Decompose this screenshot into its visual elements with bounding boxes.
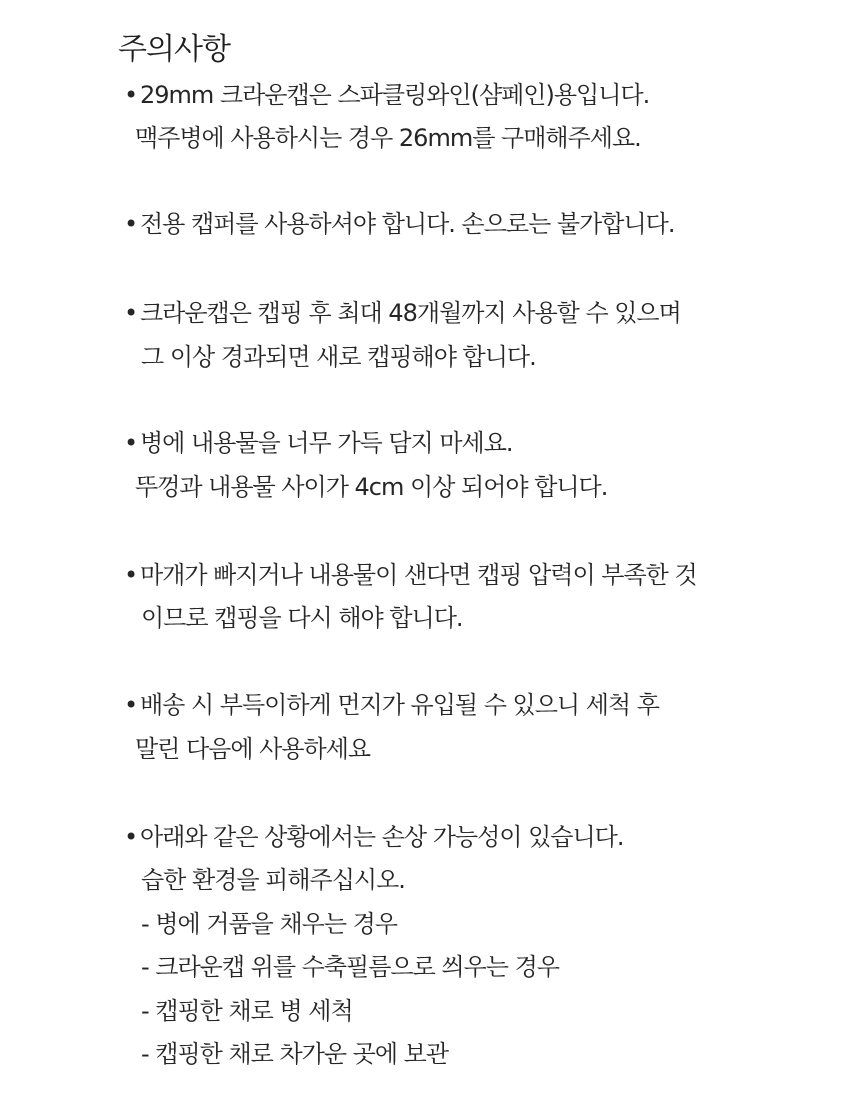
note-line	[124, 297, 681, 329]
sub-item: - 크라운캡 위를 수축필름으로 씌우는 경우	[141, 953, 559, 981]
note-line	[124, 427, 513, 459]
page-title: 주의사항	[118, 32, 230, 67]
note-line: 그 이상 경과되면 새로 캡핑해야 합니다.	[141, 343, 536, 371]
note-text: 배송 시 부득이하게 먼지가 유입될 수 있으니 세척 후	[140, 691, 659, 719]
bullet: •	[124, 561, 138, 589]
bullet: •	[124, 299, 138, 327]
note-line: 습한 환경을 피해주십시오.	[141, 866, 405, 894]
note-line: 말린 다음에 사용하세요	[135, 735, 371, 763]
note-line	[124, 208, 674, 240]
note-text: 병에 내용물을 너무 가득 담지 마세요.	[140, 429, 513, 457]
sub-item: - 캡핑한 채로 병 세척	[141, 997, 353, 1025]
note-text: 크라운캡은 캡핑 후 최대 48개월까지 사용할 수 있으며	[140, 299, 681, 327]
note-text: 29mm 크라운캡은 스파클링와인(샴페인)용입니다.	[140, 81, 650, 109]
sub-item: - 캡핑한 채로 차가운 곳에 보관	[141, 1040, 449, 1068]
note-text: 아래와 같은 상황에서는 손상 가능성이 있습니다.	[140, 823, 624, 851]
note-line: 맥주병에 사용하시는 경우 26mm를 구매해주세요.	[135, 124, 641, 152]
note-text: 전용 캡퍼를 사용하셔야 합니다. 손으로는 불가합니다.	[140, 210, 675, 238]
bullet: •	[124, 691, 138, 719]
note-text: 마개가 빠지거나 내용물이 샌다면 캡핑 압력이 부족한 것	[140, 561, 697, 589]
note-line	[124, 821, 623, 853]
bullet: •	[124, 823, 138, 851]
note-line	[124, 689, 659, 721]
note-line	[124, 79, 649, 111]
note-line	[124, 559, 697, 591]
sub-item: - 병에 거품을 채우는 경우	[141, 910, 398, 938]
bullet: •	[124, 81, 138, 109]
bullet: •	[124, 429, 138, 457]
bullet: •	[124, 210, 138, 238]
note-line: 뚜껑과 내용물 사이가 4cm 이상 되어야 합니다.	[135, 473, 608, 501]
note-line: 이므로 캡핑을 다시 해야 합니다.	[141, 604, 463, 632]
